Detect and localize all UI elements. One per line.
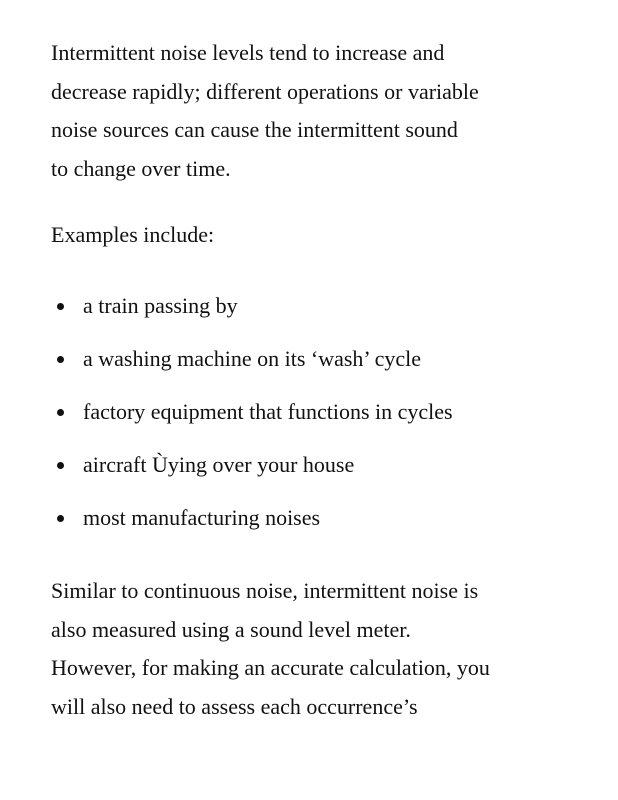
list-item: [51, 450, 453, 503]
list-item-text: factory equipment that functions in cycles: [83, 399, 453, 424]
list-item-text: a train passing by: [83, 293, 238, 318]
measurement-line: also measured using a sound level meter.: [51, 616, 411, 642]
measurement-paragraph: [51, 572, 490, 726]
list-item-text: a washing machine on its ‘wash’ cycle: [83, 346, 422, 371]
list-item: [51, 344, 453, 397]
bullet-icon: [57, 409, 64, 416]
measurement-line: will also need to assess each occurrence’s: [51, 693, 418, 719]
list-item-text: aircraft Ùying over your house: [83, 452, 355, 477]
list-item: [51, 503, 453, 556]
examples-list: [51, 291, 453, 556]
bullet-icon: [57, 462, 64, 469]
intro-paragraph: [51, 34, 479, 188]
intro-line: decrease rapidly; different operations or variable: [51, 78, 479, 104]
list-item-text: most manufacturing noises: [83, 505, 321, 530]
intro-line: noise sources can cause the intermittent sound: [51, 117, 458, 142]
list-item: [51, 291, 453, 344]
intro-line: Intermittent noise levels tend to increase and: [51, 40, 445, 65]
bullet-icon: [57, 303, 64, 310]
intro-line: to change over time.: [51, 155, 231, 181]
list-item: [51, 397, 453, 450]
bullet-icon: [57, 515, 64, 522]
bullet-icon: [57, 356, 64, 363]
measurement-line: Similar to continuous noise, intermittent noise is: [51, 578, 479, 603]
examples-heading: Examples include:: [51, 222, 215, 247]
measurement-line: However, for making an accurate calculation, you: [51, 655, 490, 680]
